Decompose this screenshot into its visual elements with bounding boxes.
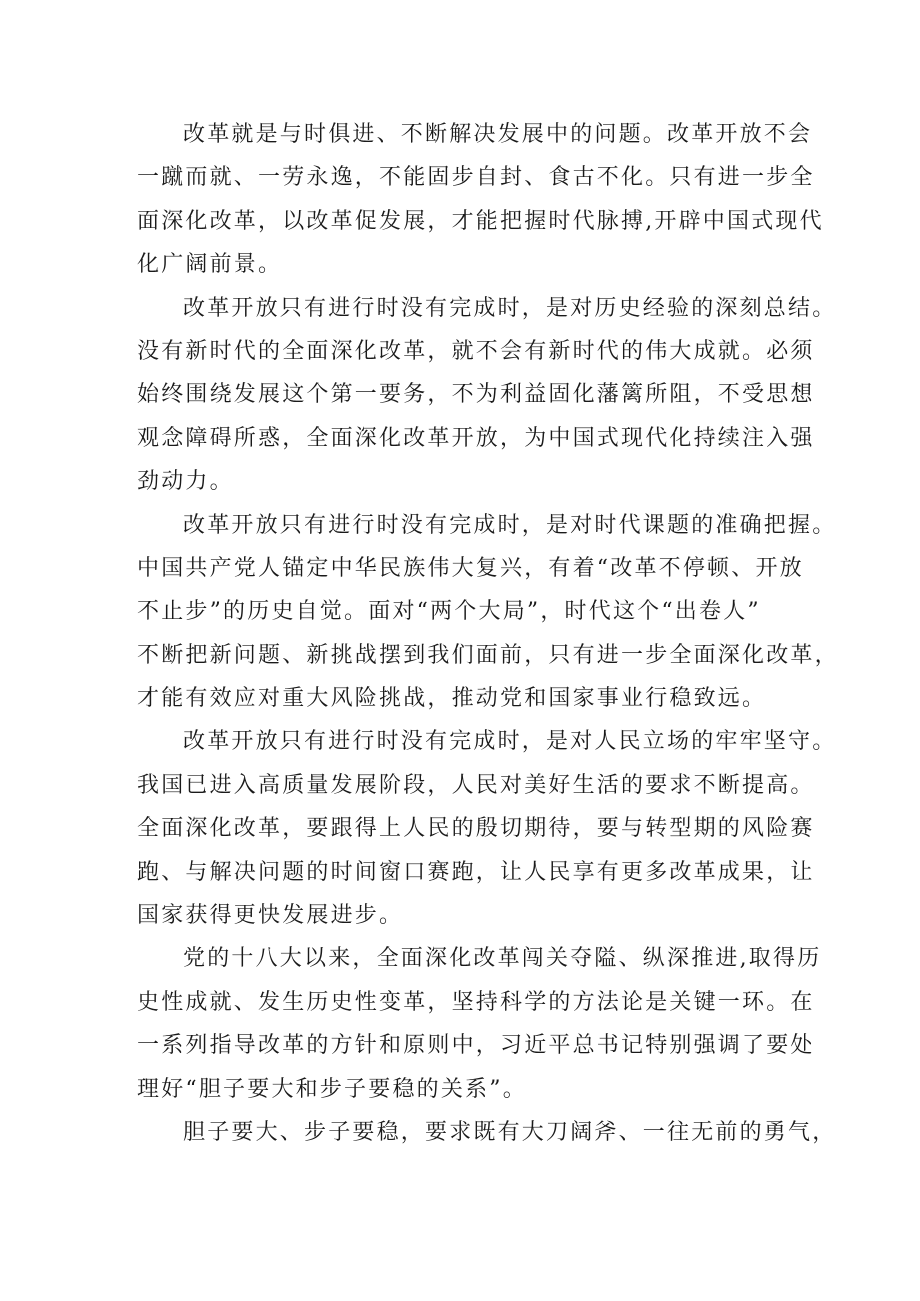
paragraph-line: 全面深化改革，要跟得上人民的殷切期待，要与转型期的风险赛 <box>137 816 815 842</box>
paragraph-line: 改革开放只有进行时没有完成时，是对人民立场的牢牢坚守。 <box>183 729 837 755</box>
paragraph-6 <box>137 1111 837 1154</box>
paragraph-line: 我国已进入高质量发展阶段，人民对美好生活的要求不断提高。 <box>137 772 815 798</box>
document-body <box>137 113 839 1154</box>
paragraph-line: 改革开放只有进行时没有完成时，是对时代课题的准确把握。 <box>183 512 837 538</box>
paragraph-4 <box>137 720 837 937</box>
paragraph-line: 史性成就、发生历史性变革，坚持科学的方法论是关键一环。在 <box>137 989 815 1015</box>
paragraph-5 <box>137 937 822 1111</box>
paragraph-line: 一系列指导改革的方针和原则中，习近平总书记特别强调了要处 <box>137 1033 815 1059</box>
paragraph-line: 不止步”的历史自觉。面对“两个大局”，时代这个“出卷人” <box>137 599 761 625</box>
paragraph-1 <box>137 113 824 287</box>
paragraph-line: 国家获得更快发展进步。 <box>137 903 404 929</box>
paragraph-line: 才能有效应对重大风险挑战，推动党和国家事业行稳致远。 <box>137 686 767 712</box>
paragraph-line: 胆子要大、步子要稳，要求既有大刀阔斧、一往无前的勇气， <box>183 1119 837 1145</box>
paragraph-line: 改革开放只有进行时没有完成时，是对历史经验的深刻总结。 <box>183 295 837 321</box>
paragraph-line: 不断把新问题、新挑战摆到我们面前，只有进一步全面深化改革， <box>137 642 839 668</box>
paragraph-line: 理好“胆子要大和步子要稳的关系”。 <box>137 1076 527 1102</box>
paragraph-line: 劲动力。 <box>137 469 234 495</box>
paragraph-line: 化广阔前景。 <box>137 252 283 278</box>
paragraph-line: 观念障碍所惑，全面深化改革开放，为中国式现代化持续注入强 <box>137 425 815 451</box>
paragraph-line: 一蹴而就、一劳永逸，不能固步自封、食古不化。只有进一步全 <box>137 165 815 191</box>
paragraph-line: 面深化改革，以改革促发展，才能把握时代脉搏,开辟中国式现代 <box>137 208 824 234</box>
paragraph-line: 始终围绕发展这个第一要务，不为利益固化藩篱所阻，不受思想 <box>137 382 815 408</box>
paragraph-line: 改革就是与时俱进、不断解决发展中的问题。改革开放不会 <box>183 122 813 147</box>
paragraph-line: 跑、与解决问题的时间窗口赛跑，让人民享有更多改革成果，让 <box>137 859 815 885</box>
paragraph-line: 没有新时代的全面深化改革，就不会有新时代的伟大成就。必须 <box>137 338 815 364</box>
paragraph-line: 中国共产党人锚定中华民族伟大复兴，有着“改革不停顿、开放 <box>137 555 804 581</box>
paragraph-line: 党的十八大以来，全面深化改革闯关夺隘、纵深推进,取得历 <box>183 946 822 972</box>
paragraph-3 <box>137 504 839 721</box>
paragraph-2 <box>137 287 837 504</box>
